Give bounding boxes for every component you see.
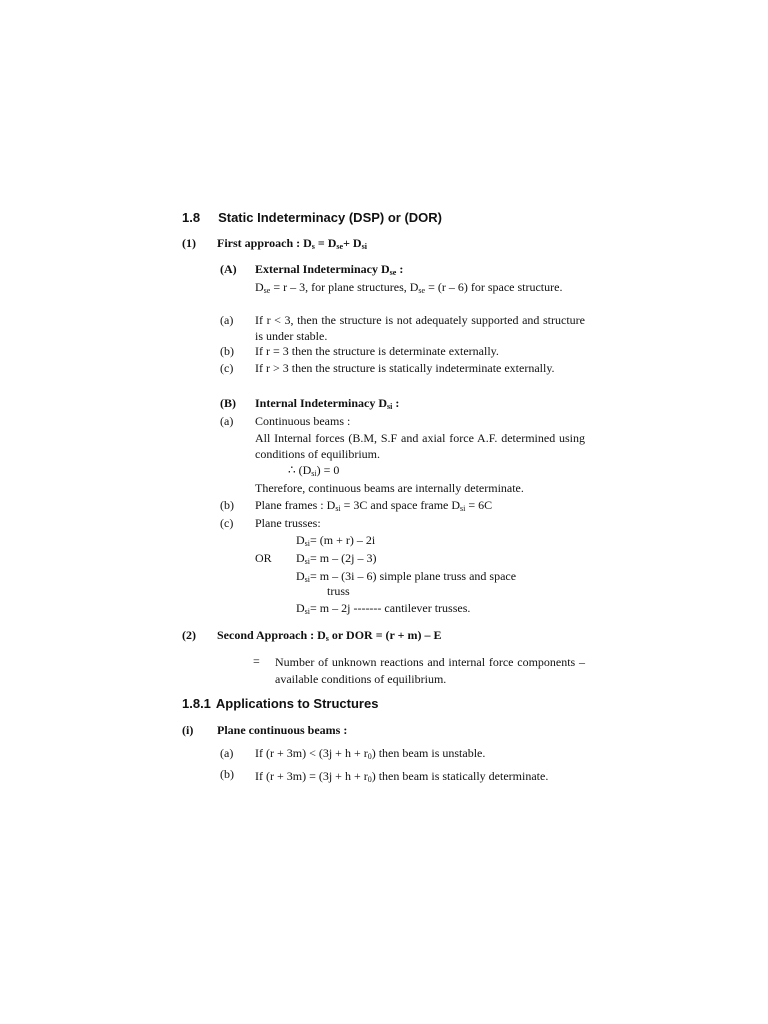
subsection-number: 1.8.1: [182, 696, 211, 711]
subsection-title: Applications to Structures: [215, 696, 379, 711]
section-heading: [182, 210, 442, 227]
external-label: (A): [220, 262, 237, 276]
second-approach-heading: Second Approach : $D_s$ or DOR = (r + m) – E: [217, 628, 442, 643]
truss-equation-2: $D_{si}= m - (2j - 3)$: [296, 551, 377, 566]
plane-beams-number: (i): [182, 723, 194, 737]
int-a-conclusion: Therefore, continuous beams are internally determinate.: [255, 481, 524, 495]
int-b-text: Plane frames : $D_{si} = 3C$ and space frame $D_{si} = 6C$: [255, 498, 493, 513]
internal-label: (B): [220, 396, 236, 410]
ext-item-c-text: If r > 3 then the structure is statically indeterminate externally.: [255, 361, 555, 375]
int-a-label: (a): [220, 414, 234, 428]
int-b-label: (b): [220, 498, 234, 512]
beams-a-label: (a): [220, 746, 234, 760]
internal-heading: Internal Indeterminacy $D_{si}$ :: [255, 396, 400, 411]
first-approach-number: (1): [182, 236, 196, 250]
ext-item-b-text: If r = 3 then the structure is determinate externally.: [255, 344, 499, 358]
section-number: 1.8: [182, 210, 201, 225]
ext-item-b-label: (b): [220, 344, 234, 358]
external-heading: External Indeterminacy $D_{se}$ :: [255, 262, 404, 277]
plane-beams-heading: Plane continuous beams :: [217, 723, 348, 737]
ext-item-c-label: (c): [220, 361, 234, 375]
beams-a-text: If $(r + 3m) < (3j + h + r_0)$ then beam is unstable.: [255, 746, 486, 761]
beams-b-label: (b): [220, 767, 234, 781]
int-c-label: (c): [220, 516, 234, 530]
int-a-equation: ∴ $(D_{si}) = 0$: [288, 463, 340, 478]
equals-sign: =: [253, 654, 260, 668]
beams-b-text: If $(r + 3m) = (3j + h + r_0)$ then beam is statically determinate.: [255, 769, 549, 784]
subsection-heading: [182, 696, 378, 713]
external-definition: $D_{se} = r - 3$, for plane structures, $D_{se} = (r - 6)$ for space structure.: [255, 280, 563, 295]
int-a-text: All Internal forces (B.M, S.F and axial force A.F. determined using conditions of equilibrium.: [255, 431, 585, 461]
second-approach-definition: Number of unknown reactions and internal force components – available conditions of equilibrium.: [275, 655, 585, 686]
int-c-title: Plane trusses:: [255, 516, 321, 530]
truss-equation-1: $D_{si}= (m + r) - 2i$: [296, 533, 376, 548]
second-approach-number: (2): [182, 628, 196, 642]
or-label: OR: [255, 551, 272, 565]
ext-item-a-text: If r < 3, then the structure is not adequately supported and structure is under stable.: [255, 313, 585, 343]
first-approach-heading: First approach : $D_s = D_{se}+ D_{si}$: [217, 236, 367, 251]
section-title: Static Indeterminacy (DSP) or (DOR): [218, 210, 443, 225]
truss-equation-3: $D_{si}= m - (3i - 6)$ simple plane truss and space: [296, 569, 517, 584]
ext-item-a-label: (a): [220, 313, 234, 327]
truss-equation-3-continuation: truss: [327, 584, 350, 598]
int-a-title: Continuous beams :: [255, 414, 351, 428]
truss-equation-4: $D_{si}= m - 2j$ ------- cantilever trusses.: [296, 601, 471, 616]
